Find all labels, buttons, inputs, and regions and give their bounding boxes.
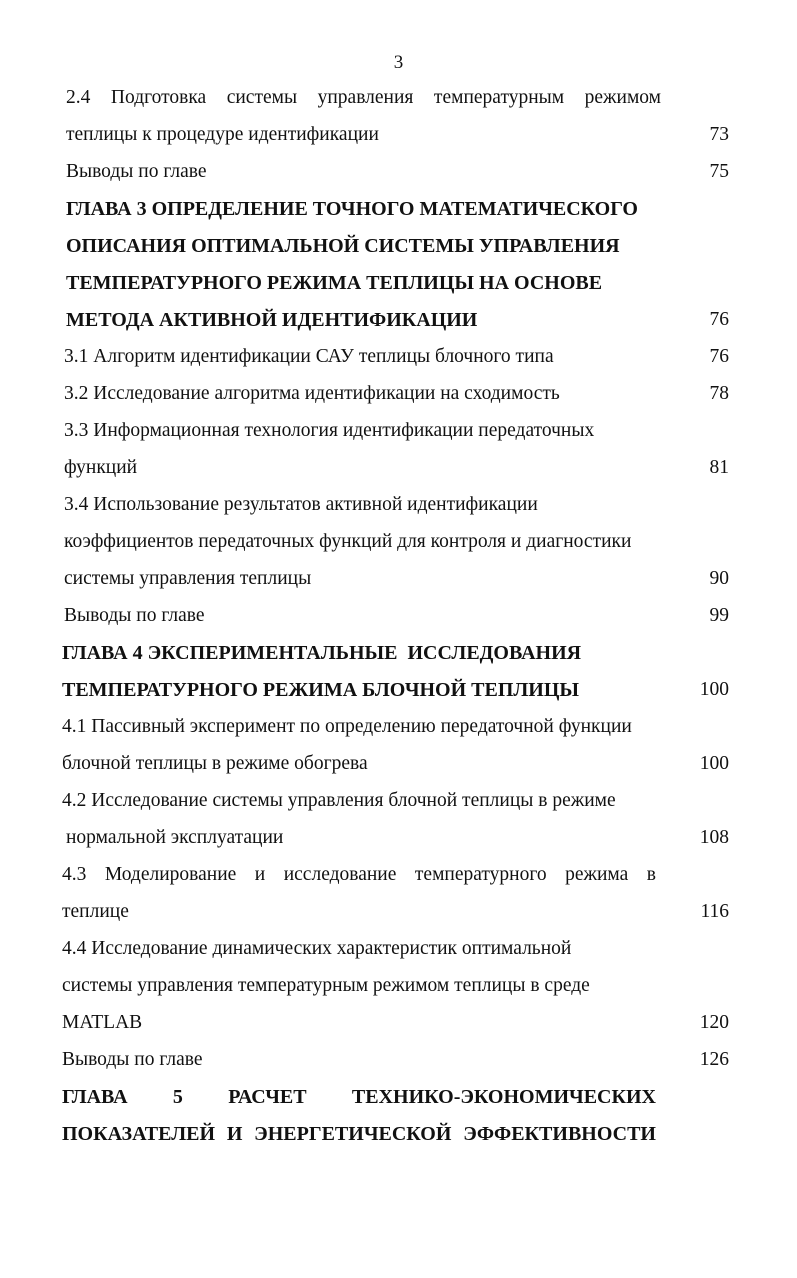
toc-entry-text: 4.2 Исследование системы управления блочной теплицы в режиме bbox=[62, 790, 616, 811]
chapter-heading bbox=[0, 1118, 797, 1150]
toc-entry bbox=[0, 526, 797, 558]
toc-entry-text: 4.1 Пассивный эксперимент по определению передаточной функции bbox=[62, 716, 632, 737]
toc-entry-page: 100 bbox=[699, 753, 729, 774]
chapter-heading bbox=[0, 193, 797, 225]
toc-entry-page: 108 bbox=[699, 827, 729, 848]
toc-entry-text: 3.1 Алгоритм идентификации САУ теплицы блочного типа bbox=[64, 346, 554, 367]
toc-entry bbox=[0, 970, 797, 1002]
toc-entry-page: 76 bbox=[709, 346, 729, 367]
toc-entry-page: 120 bbox=[699, 1012, 729, 1033]
toc-entry-text: ГЛАВА 4 ЭКСПЕРИМЕНТАЛЬНЫЕ ИССЛЕДОВАНИЯ bbox=[62, 642, 582, 664]
toc-entry bbox=[0, 933, 797, 965]
toc-entry-text: функций bbox=[64, 457, 138, 478]
toc-entry-text: блочной теплицы в режиме обогрева bbox=[62, 753, 368, 774]
toc-entry-text: Выводы по главе bbox=[64, 605, 205, 626]
toc-entry bbox=[0, 1044, 797, 1076]
toc-entry bbox=[0, 156, 797, 188]
toc-entry-text: ТЕМПЕРАТУРНОГО РЕЖИМА ТЕПЛИЦЫ НА ОСНОВЕ bbox=[66, 272, 603, 294]
toc-entry-page: 75 bbox=[709, 161, 729, 182]
toc-entry-text: нормальной эксплуатации bbox=[66, 827, 284, 848]
toc-entry bbox=[0, 822, 797, 854]
toc-entry-text: 3.2 Исследование алгоритма идентификации на сходимость bbox=[64, 383, 560, 404]
toc-entry bbox=[0, 711, 797, 743]
toc-entry-text: ГЛАВА 5 РАСЧЕТ ТЕХНИКО-ЭКОНОМИЧЕСКИХ bbox=[62, 1086, 656, 1108]
toc-entry-text: теплице bbox=[62, 901, 129, 922]
toc-entry bbox=[0, 489, 797, 521]
toc-entry bbox=[0, 748, 797, 780]
toc-entry-text: ОПИСАНИЯ ОПТИМАЛЬНОЙ СИСТЕМЫ УПРАВЛЕНИЯ bbox=[66, 235, 620, 257]
toc-entry bbox=[0, 600, 797, 632]
toc-entry-text: 4.3 Моделирование и исследование температурного режима в bbox=[62, 864, 656, 885]
toc-entry bbox=[0, 119, 797, 151]
toc-entry-page: 73 bbox=[709, 124, 729, 145]
toc-entry-text: ПОКАЗАТЕЛЕЙ И ЭНЕРГЕТИЧЕСКОЙ ЭФФЕКТИВНОСТИ bbox=[62, 1123, 656, 1145]
toc-entry bbox=[0, 896, 797, 928]
toc-entry bbox=[0, 563, 797, 595]
toc-entry-page: 99 bbox=[709, 605, 729, 626]
toc-entry bbox=[0, 452, 797, 484]
toc-entry-text: 4.4 Исследование динамических характеристик оптимальной bbox=[62, 938, 572, 959]
toc-entry-text: 2.4 Подготовка системы управления температурным режимом bbox=[66, 87, 661, 108]
toc-entry-text: 3.3 Информационная технология идентификации передаточных bbox=[64, 420, 595, 441]
page-number: 3 bbox=[393, 52, 404, 73]
toc-entry-page: 76 bbox=[709, 309, 729, 330]
toc-entry-text: коэффициентов передаточных функций для контроля и диагностики bbox=[64, 531, 632, 552]
toc-entry-text: Выводы по главе bbox=[66, 161, 207, 182]
toc-entry bbox=[0, 82, 797, 114]
toc-entry-page: 90 bbox=[709, 568, 729, 589]
chapter-heading bbox=[0, 267, 797, 299]
toc-entry-page: 100 bbox=[699, 679, 729, 700]
chapter-heading bbox=[0, 637, 797, 669]
toc-entry-text: ТЕМПЕРАТУРНОГО РЕЖИМА БЛОЧНОЙ ТЕПЛИЦЫ bbox=[62, 679, 580, 701]
chapter-heading bbox=[0, 230, 797, 262]
toc-entry-page: 81 bbox=[709, 457, 729, 478]
toc-entry-text: Выводы по главе bbox=[62, 1049, 203, 1070]
toc-entry-page: 126 bbox=[699, 1049, 729, 1070]
toc-entry-text: системы управления теплицы bbox=[64, 568, 312, 589]
toc-entry bbox=[0, 859, 797, 891]
toc-entry-text: системы управления температурным режимом теплицы в среде bbox=[62, 975, 590, 996]
chapter-heading bbox=[0, 304, 797, 336]
toc-entry-text: теплицы к процедуре идентификации bbox=[66, 124, 379, 145]
chapter-heading bbox=[0, 674, 797, 706]
toc-entry bbox=[0, 415, 797, 447]
toc-entry-text: МЕТОДА АКТИВНОЙ ИДЕНТИФИКАЦИИ bbox=[66, 309, 478, 331]
toc-entry-text: 3.4 Использование результатов активной идентификации bbox=[64, 494, 538, 515]
toc-entry-text: MATLAB bbox=[62, 1012, 143, 1033]
toc-entry-text: ГЛАВА 3 ОПРЕДЕЛЕНИЕ ТОЧНОГО МАТЕМАТИЧЕСКОГО bbox=[66, 198, 638, 220]
toc-entry-page: 116 bbox=[700, 901, 729, 922]
toc-entry bbox=[0, 785, 797, 817]
toc-entry bbox=[0, 1007, 797, 1039]
toc-entry bbox=[0, 378, 797, 410]
toc-entry bbox=[0, 341, 797, 373]
chapter-heading bbox=[0, 1081, 797, 1113]
toc-entry-page: 78 bbox=[709, 383, 729, 404]
